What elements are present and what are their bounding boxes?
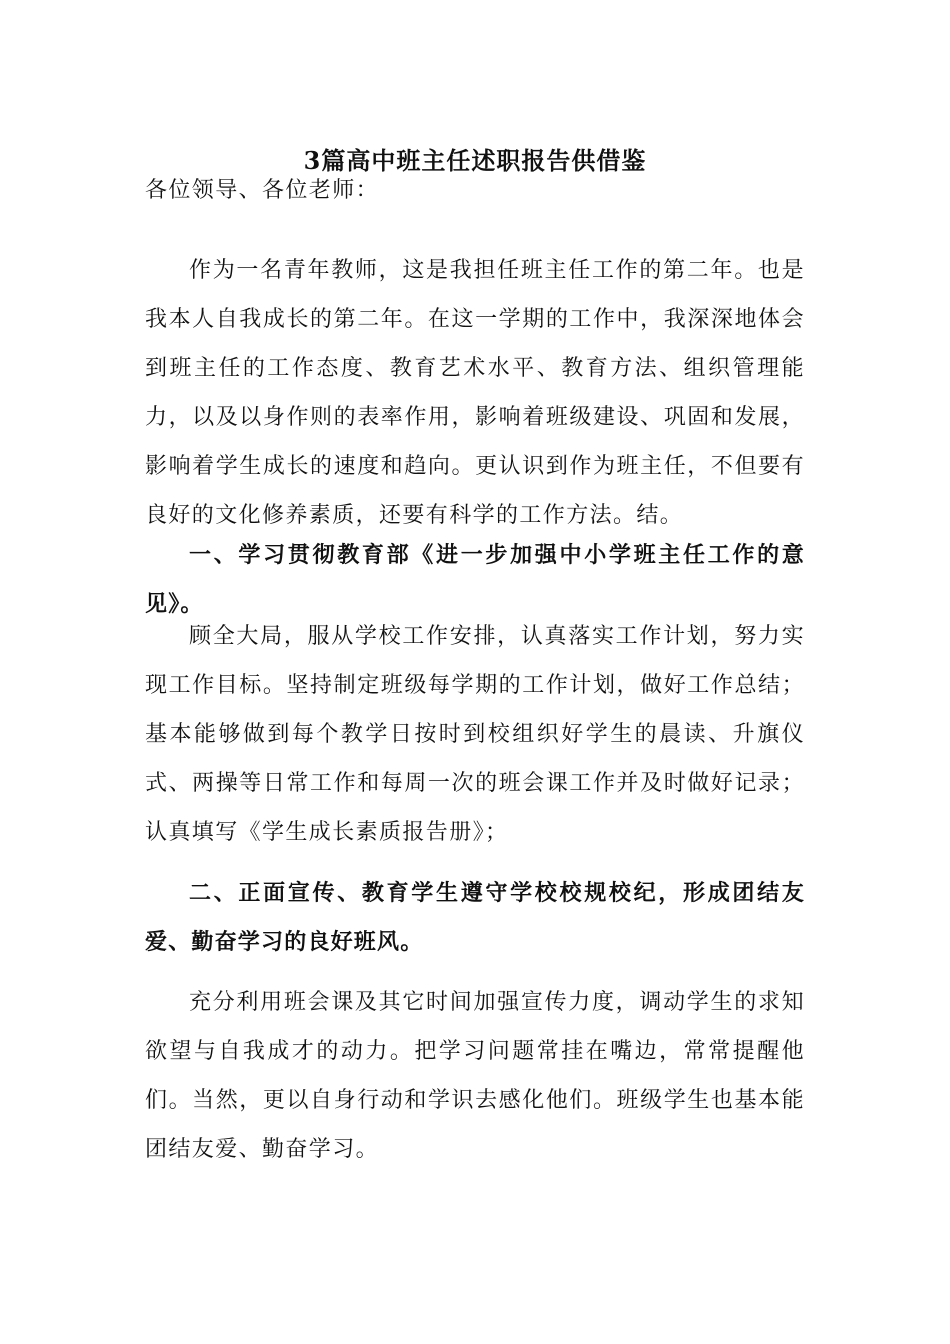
- paragraph-2: 顾全大局，服从学校工作安排，认真落实工作计划，努力实现工作目标。坚持制定班级每学期的工作计划，做好工作总结；基本能够做到每个教学日按时到校组织好学生的晨读、升旗仪式、两操等日常工作和每周一次的班会课工作并及时做好记录；认真填写《学生成长素质报告册》；: [145, 624, 805, 845]
- section-heading-2: 二、正面宣传、教育学生遵守学校校规校纪，形成团结友爱、勤奋学习的良好班风。: [145, 880, 805, 955]
- section-heading-1: 一、学习贯彻教育部《进一步加强中小学班主任工作的意见》。: [145, 542, 805, 617]
- paragraph-3: 充分利用班会课及其它时间加强宣传力度，调动学生的求知欲望与自我成才的动力。把学习问题常挂在嘴边，常常提醒他们。当然，更以自身行动和学识去感化他们。班级学生也基本能团结友爱、勤奋学习。: [145, 990, 805, 1162]
- document-title: 3篇高中班主任述职报告供借鉴: [303, 146, 647, 175]
- paragraph-1: 作为一名青年教师，这是我担任班主任工作的第二年。也是我本人自我成长的第二年。在这一学期的工作中，我深深地体会到班主任的工作态度、教育艺术水平、教育方法、组织管理能力，以及以身作则的表率作用，影响着班级建设、巩固和发展，影响着学生成长的速度和趋向。更认识到作为班主任，不但要有良好的文化修养素质，还要有科学的工作方法。结。: [145, 258, 805, 528]
- salutation: 各位领导、各位老师：: [145, 178, 380, 203]
